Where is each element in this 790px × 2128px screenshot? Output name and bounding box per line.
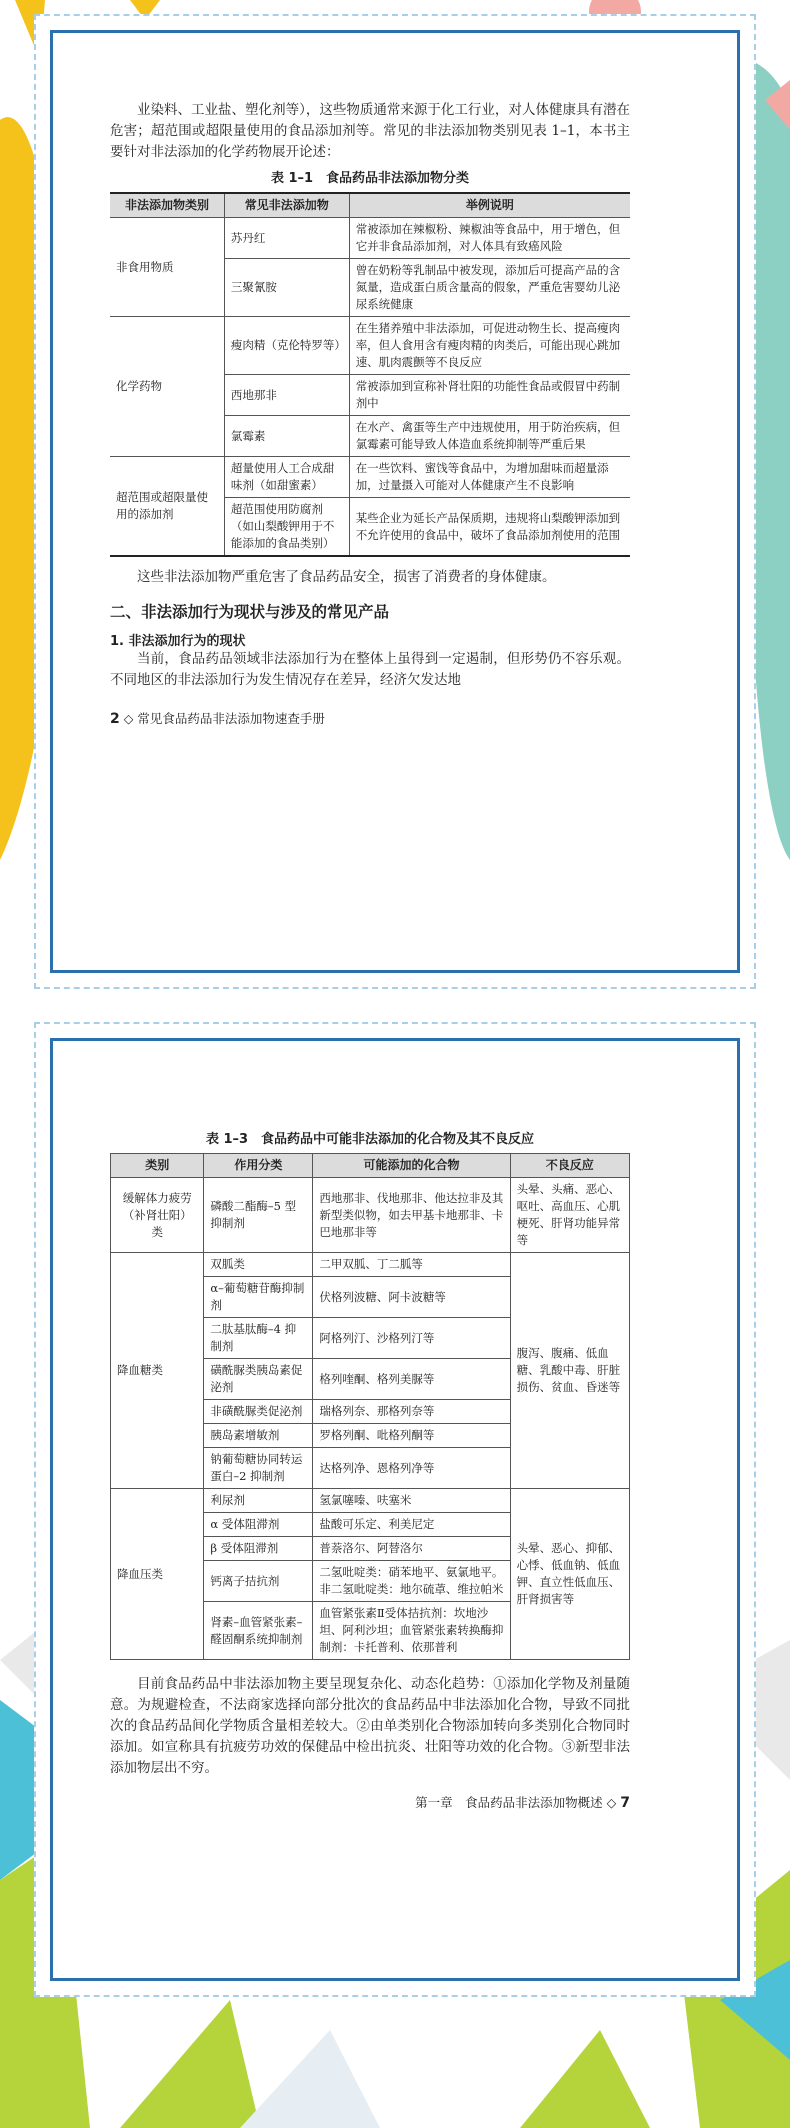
compound-cell: 西地那非、伐地那非、他达拉非及其新型类似物，如去甲基卡地那非、卡巴地那非等 [313,1178,510,1253]
category-cell: 超范围或超限量使用的添加剂 [110,457,224,557]
reaction-cell: 腹泻、腹痛、低血糖、乳酸中毒、肝脏损伤、贫血、昏迷等 [510,1253,629,1489]
example-cell: 某些企业为延长产品保质期，违规将山梨酸钾添加到不允许使用的食品中，破坏了食品添加剂使用的范围 [349,498,630,557]
table-row [111,1253,630,1277]
action-cell: 二肽基肽酶–4 抑制剂 [204,1318,313,1359]
table-1-3-header: 不良反应 [510,1154,629,1178]
action-cell: α 受体阻滞剂 [204,1513,313,1537]
table-1-1-header: 非法添加物类别 [110,193,224,218]
table-row [111,1178,630,1253]
running-footer-text: 第一章 食品药品非法添加物概述 ◇ [415,1795,617,1810]
table-row [110,317,630,375]
additive-name-cell: 氯霉素 [224,416,349,457]
page-number: 7 [620,1795,630,1811]
table-1-3-header: 可能添加的化合物 [313,1154,510,1178]
category-cell: 降血糖类 [111,1253,204,1489]
action-cell: 利尿剂 [204,1489,313,1513]
compound-cell: 氢氯噻嗪、呋塞米 [313,1489,510,1513]
action-cell: 肾素–血管紧张素–醛固酮系统抑制剂 [204,1602,313,1660]
table-row [111,1489,630,1513]
compound-cell: 二氢吡啶类：硝苯地平、氨氯地平。非二氢吡啶类：地尔硫䓬、维拉帕米 [313,1561,510,1602]
additive-name-cell: 西地那非 [224,375,349,416]
additive-name-cell: 超范围使用防腐剂（如山梨酸钾用于不能添加的食品类别） [224,498,349,557]
table-1-3-header: 作用分类 [204,1154,313,1178]
page-2-footer [110,1793,630,1811]
action-cell: 双胍类 [204,1253,313,1277]
example-cell: 常被添加到宣称补肾壮阳的功能性食品或假冒中药制剂中 [349,375,630,416]
running-footer-text: ◇ 常见食品药品非法添加物速查手册 [123,711,325,726]
additive-name-cell: 瘦肉精（克伦特罗等） [224,317,349,375]
table-1-1-title: 表 1–1 食品药品非法添加物分类 [270,171,470,186]
compound-cell: 瑞格列奈、那格列奈等 [313,1400,510,1424]
additive-name-cell: 三聚氰胺 [224,259,349,317]
compound-cell: 格列喹酮、格列美脲等 [313,1359,510,1400]
reaction-cell: 头晕、头痛、恶心、呕吐、高血压、心肌梗死、肝肾功能异常等 [510,1178,629,1253]
compound-cell: 罗格列酮、吡格列酮等 [313,1424,510,1448]
compound-cell: 普萘洛尔、阿替洛尔 [313,1537,510,1561]
example-cell: 在一些饮料、蜜饯等食品中，为增加甜味而超量添加，过量摄入可能对人体健康产生不良影响 [349,457,630,498]
table-1-3-title: 表 1–3 食品药品中可能非法添加的化合物及其不良反应 [205,1132,535,1147]
table-1-1-header: 举例说明 [349,193,630,218]
compound-cell: 阿格列汀、沙格列汀等 [313,1318,510,1359]
reaction-cell: 头晕、恶心、抑郁、心悸、低血钠、低血钾、直立性低血压、肝肾损害等 [510,1489,629,1660]
page-1-footer [110,709,630,727]
compound-cell: 血管紧张素Ⅱ受体拮抗剂：坎地沙坦、阿利沙坦；血管紧张素转换酶抑制剂：卡托普利、依那普利 [313,1602,510,1660]
page-number: 2 [110,711,120,727]
page-1-content [110,100,630,727]
category-cell: 非食用物质 [110,218,224,317]
intro-paragraph: 业染料、工业盐、塑化剂等），这些物质通常来源于化工行业，对人体健康具有潜在危害；超范围或超限量使用的食品添加剂等。常见的非法添加物类别见表 1–1，本书主要针对非法添加的化学药物展开论述： [110,102,630,160]
trend-paragraph: 目前食品药品中非法添加物主要呈现复杂化、动态化趋势：①添加化学物及剂量随意。为规避检查，不法商家选择向部分批次的食品药品中非法添加化合物，导致不同批次的食品药品间化学物质含量相差较大。②由单类别化合物添加转向多类别化合物同时添加。如宣称具有抗疲劳功效的保健品中检出抗炎、壮阳等功效的化合物。③新型非法添加物层出不穷。 [110,1676,630,1776]
action-cell: 胰岛素增敏剂 [204,1424,313,1448]
action-cell: 钠葡萄糖协同转运蛋白–2 抑制剂 [204,1448,313,1489]
compound-cell: 达格列净、恩格列净等 [313,1448,510,1489]
action-cell: α–葡萄糖苷酶抑制剂 [204,1277,313,1318]
example-cell: 曾在奶粉等乳制品中被发现，添加后可提高产品的含氮量，造成蛋白质含量高的假象，严重危害婴幼儿泌尿系统健康 [349,259,630,317]
action-cell: 非磺酰脲类促泌剂 [204,1400,313,1424]
after-table-paragraph: 这些非法添加物严重危害了食品药品安全，损害了消费者的身体健康。 [137,569,556,585]
action-cell: 磷酸二酯酶–5 型抑制剂 [204,1178,313,1253]
table-1-1 [110,192,630,557]
table-row [110,218,630,259]
example-cell: 在生猪养殖中非法添加，可促进动物生长、提高瘦肉率，但人食用含有瘦肉精的肉类后，可能出现心跳加速、肌肉震颤等不良反应 [349,317,630,375]
example-cell: 常被添加在辣椒粉、辣椒油等食品中，用于增色，但它并非食品添加剂，对人体具有致癌风险 [349,218,630,259]
category-cell: 缓解体力疲劳（补肾壮阳）类 [111,1178,204,1253]
action-cell: 钙离子拮抗剂 [204,1561,313,1602]
action-cell: β 受体阻滞剂 [204,1537,313,1561]
current-status-paragraph: 当前，食品药品领域非法添加行为在整体上虽得到一定遏制，但形势仍不容乐观。不同地区的非法添加行为发生情况存在差异，经济欠发达地 [110,651,630,688]
page-2-content [110,1124,630,1811]
additive-name-cell: 超量使用人工合成甜味剂（如甜蜜素） [224,457,349,498]
table-1-3-header: 类别 [111,1154,204,1178]
example-cell: 在水产、禽蛋等生产中违规使用，用于防治疾病，但氯霉素可能导致人体造血系统抑制等严重后果 [349,416,630,457]
additive-name-cell: 苏丹红 [224,218,349,259]
table-1-1-header: 常见非法添加物 [224,193,349,218]
sub-heading: 1. 非法添加行为的现状 [110,634,246,649]
compound-cell: 伏格列波糖、阿卡波糖等 [313,1277,510,1318]
table-row [110,457,630,498]
category-cell: 化学药物 [110,317,224,457]
compound-cell: 盐酸可乐定、利美尼定 [313,1513,510,1537]
section-heading: 二、非法添加行为现状与涉及的常见产品 [110,603,390,621]
compound-cell: 二甲双胍、丁二胍等 [313,1253,510,1277]
action-cell: 磺酰脲类胰岛素促泌剂 [204,1359,313,1400]
category-cell: 降血压类 [111,1489,204,1660]
table-1-3 [110,1153,630,1660]
